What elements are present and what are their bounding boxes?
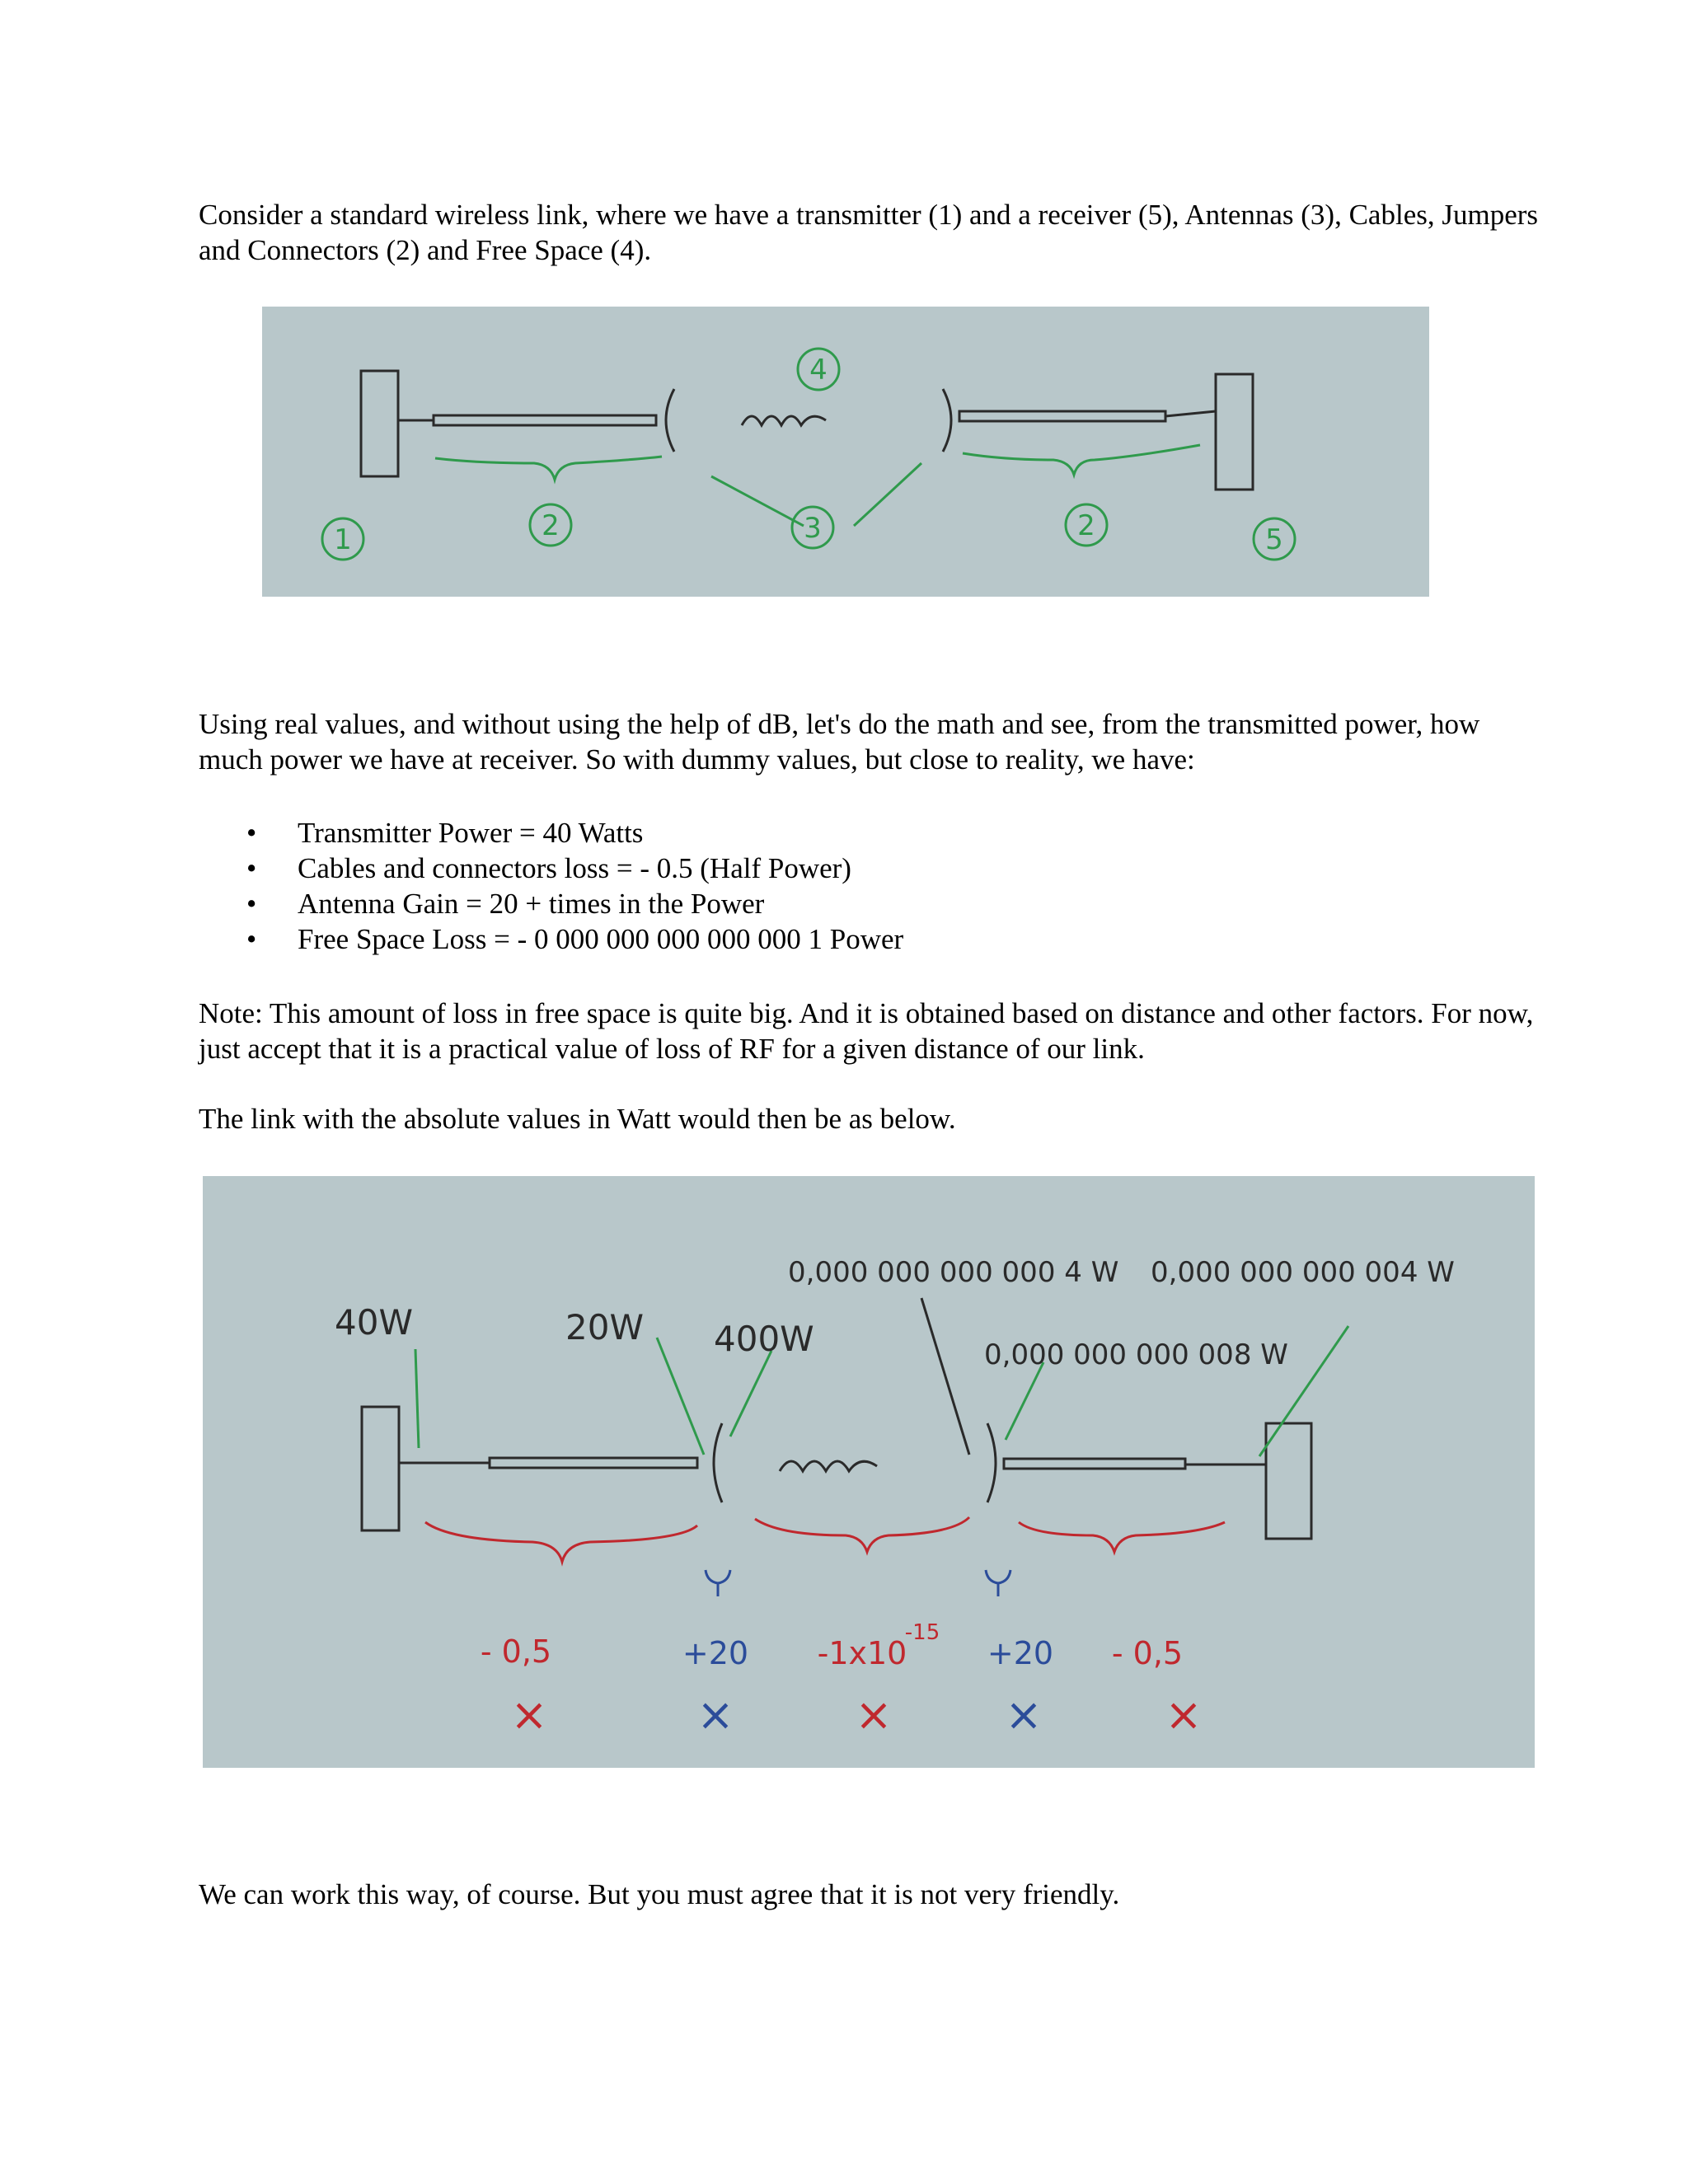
bullet: • (246, 923, 257, 955)
arrow-after-fs (921, 1298, 969, 1455)
multiply-cable-tx: × (510, 1689, 548, 1741)
receiver-box (1266, 1423, 1311, 1539)
brace-ant-rx (986, 1570, 1010, 1596)
label-40w: 40W (335, 1302, 413, 1343)
rx-cable (1004, 1459, 1185, 1469)
list-item-text: Antenna Gain = 20 + times in the Power (298, 888, 765, 920)
rx-antenna (943, 389, 951, 452)
arrow-40w (415, 1349, 419, 1448)
tx-cable (434, 415, 656, 425)
tx-cable (490, 1458, 697, 1468)
brace-cable-tx (425, 1522, 697, 1562)
list-item (199, 851, 903, 886)
label-power-after-rx-antenna: 0,000 000 000 008 W (984, 1338, 1288, 1371)
note-paragraph: Note: This amount of loss in free space is quite big. And it is obtained based on distance and other factors. For now, just accept that it is a practical value of loss of RF for a given distance of our link. (199, 997, 1534, 1065)
factor-ant-tx: +20 (682, 1635, 749, 1671)
multiply-ant-tx: × (696, 1689, 734, 1741)
transmitter-box (361, 371, 398, 476)
bullet: • (246, 817, 257, 849)
brace-free-space (755, 1517, 969, 1552)
brace-2-right (963, 445, 1200, 475)
label-1: 1 (334, 523, 352, 556)
rx-stub (1165, 411, 1216, 416)
antenna-arrow-right (854, 463, 921, 526)
tx-antenna (714, 1423, 722, 1502)
intro-paragraph: Consider a standard wireless link, where we have a transmitter (1) and a receiver (5), Antennas (3), Cables, Jumpers and Connectors (2) and Free Space (4). (199, 199, 1539, 266)
free-space-wave (780, 1461, 877, 1471)
power-values-figure (203, 1176, 1535, 1768)
wireless-link-diagram (262, 307, 1429, 597)
wireless-link-figure (262, 307, 1429, 597)
factor-cable-rx: - 0,5 (1111, 1635, 1184, 1671)
factor-free-space: -1x10 (817, 1635, 907, 1671)
multiply-free-space: × (855, 1689, 893, 1741)
bullet: • (246, 888, 257, 920)
label-400w: 400W (714, 1319, 814, 1359)
arrow-400w (730, 1351, 771, 1436)
antenna-arrow-left (711, 476, 804, 526)
list-item-text: Free Space Loss = - 0 000 000 000 000 000 1 Power (298, 923, 904, 955)
label-2-left: 2 (542, 509, 560, 542)
list-item-text: Transmitter Power = 40 Watts (298, 817, 644, 849)
label-power-after-free-space: 0,000 000 000 000 4 W (788, 1256, 1119, 1289)
brace-2-left (435, 457, 662, 480)
label-3: 3 (804, 512, 822, 545)
arrow-20w (657, 1338, 704, 1455)
brace-ant-tx (706, 1570, 730, 1596)
power-values-diagram (203, 1176, 1535, 1768)
list-item (199, 815, 903, 851)
label-2-right: 2 (1077, 509, 1095, 542)
closing-paragraph: We can work this way, of course. But you must agree that it is not very friendly. (199, 1878, 1120, 1910)
values-list (199, 815, 903, 957)
factor-ant-rx: +20 (987, 1635, 1054, 1671)
tx-antenna (666, 389, 674, 452)
list-item-text: Cables and connectors loss = - 0.5 (Half Power) (298, 852, 851, 884)
multiply-ant-rx: × (1005, 1689, 1043, 1741)
factor-free-space-exponent: -15 (904, 1620, 940, 1645)
list-item (199, 921, 903, 957)
transmitter-box (362, 1407, 399, 1530)
factor-cable-tx: - 0,5 (480, 1633, 552, 1670)
brace-cable-rx (1019, 1522, 1225, 1552)
rx-antenna (987, 1423, 996, 1502)
label-20w: 20W (565, 1307, 644, 1347)
list-item (199, 886, 903, 921)
receiver-box (1216, 374, 1253, 490)
free-space-wave (742, 416, 826, 425)
label-power-at-receiver: 0,000 000 000 004 W (1151, 1256, 1455, 1289)
math-intro-paragraph: Using real values, and without using the help of dB, let's do the math and see, from the transmitted power, how much power we have at receiver. So with dummy values, but close to reality, we have: (199, 708, 1480, 776)
bullet: • (246, 852, 257, 884)
label-5: 5 (1265, 523, 1283, 556)
link-intro-paragraph: The link with the absolute values in Watt would then be as below. (199, 1103, 956, 1135)
rx-cable (959, 411, 1165, 421)
label-4: 4 (809, 354, 828, 387)
multiply-cable-rx: × (1165, 1689, 1203, 1741)
arrow-after-rx-ant (1006, 1362, 1043, 1440)
